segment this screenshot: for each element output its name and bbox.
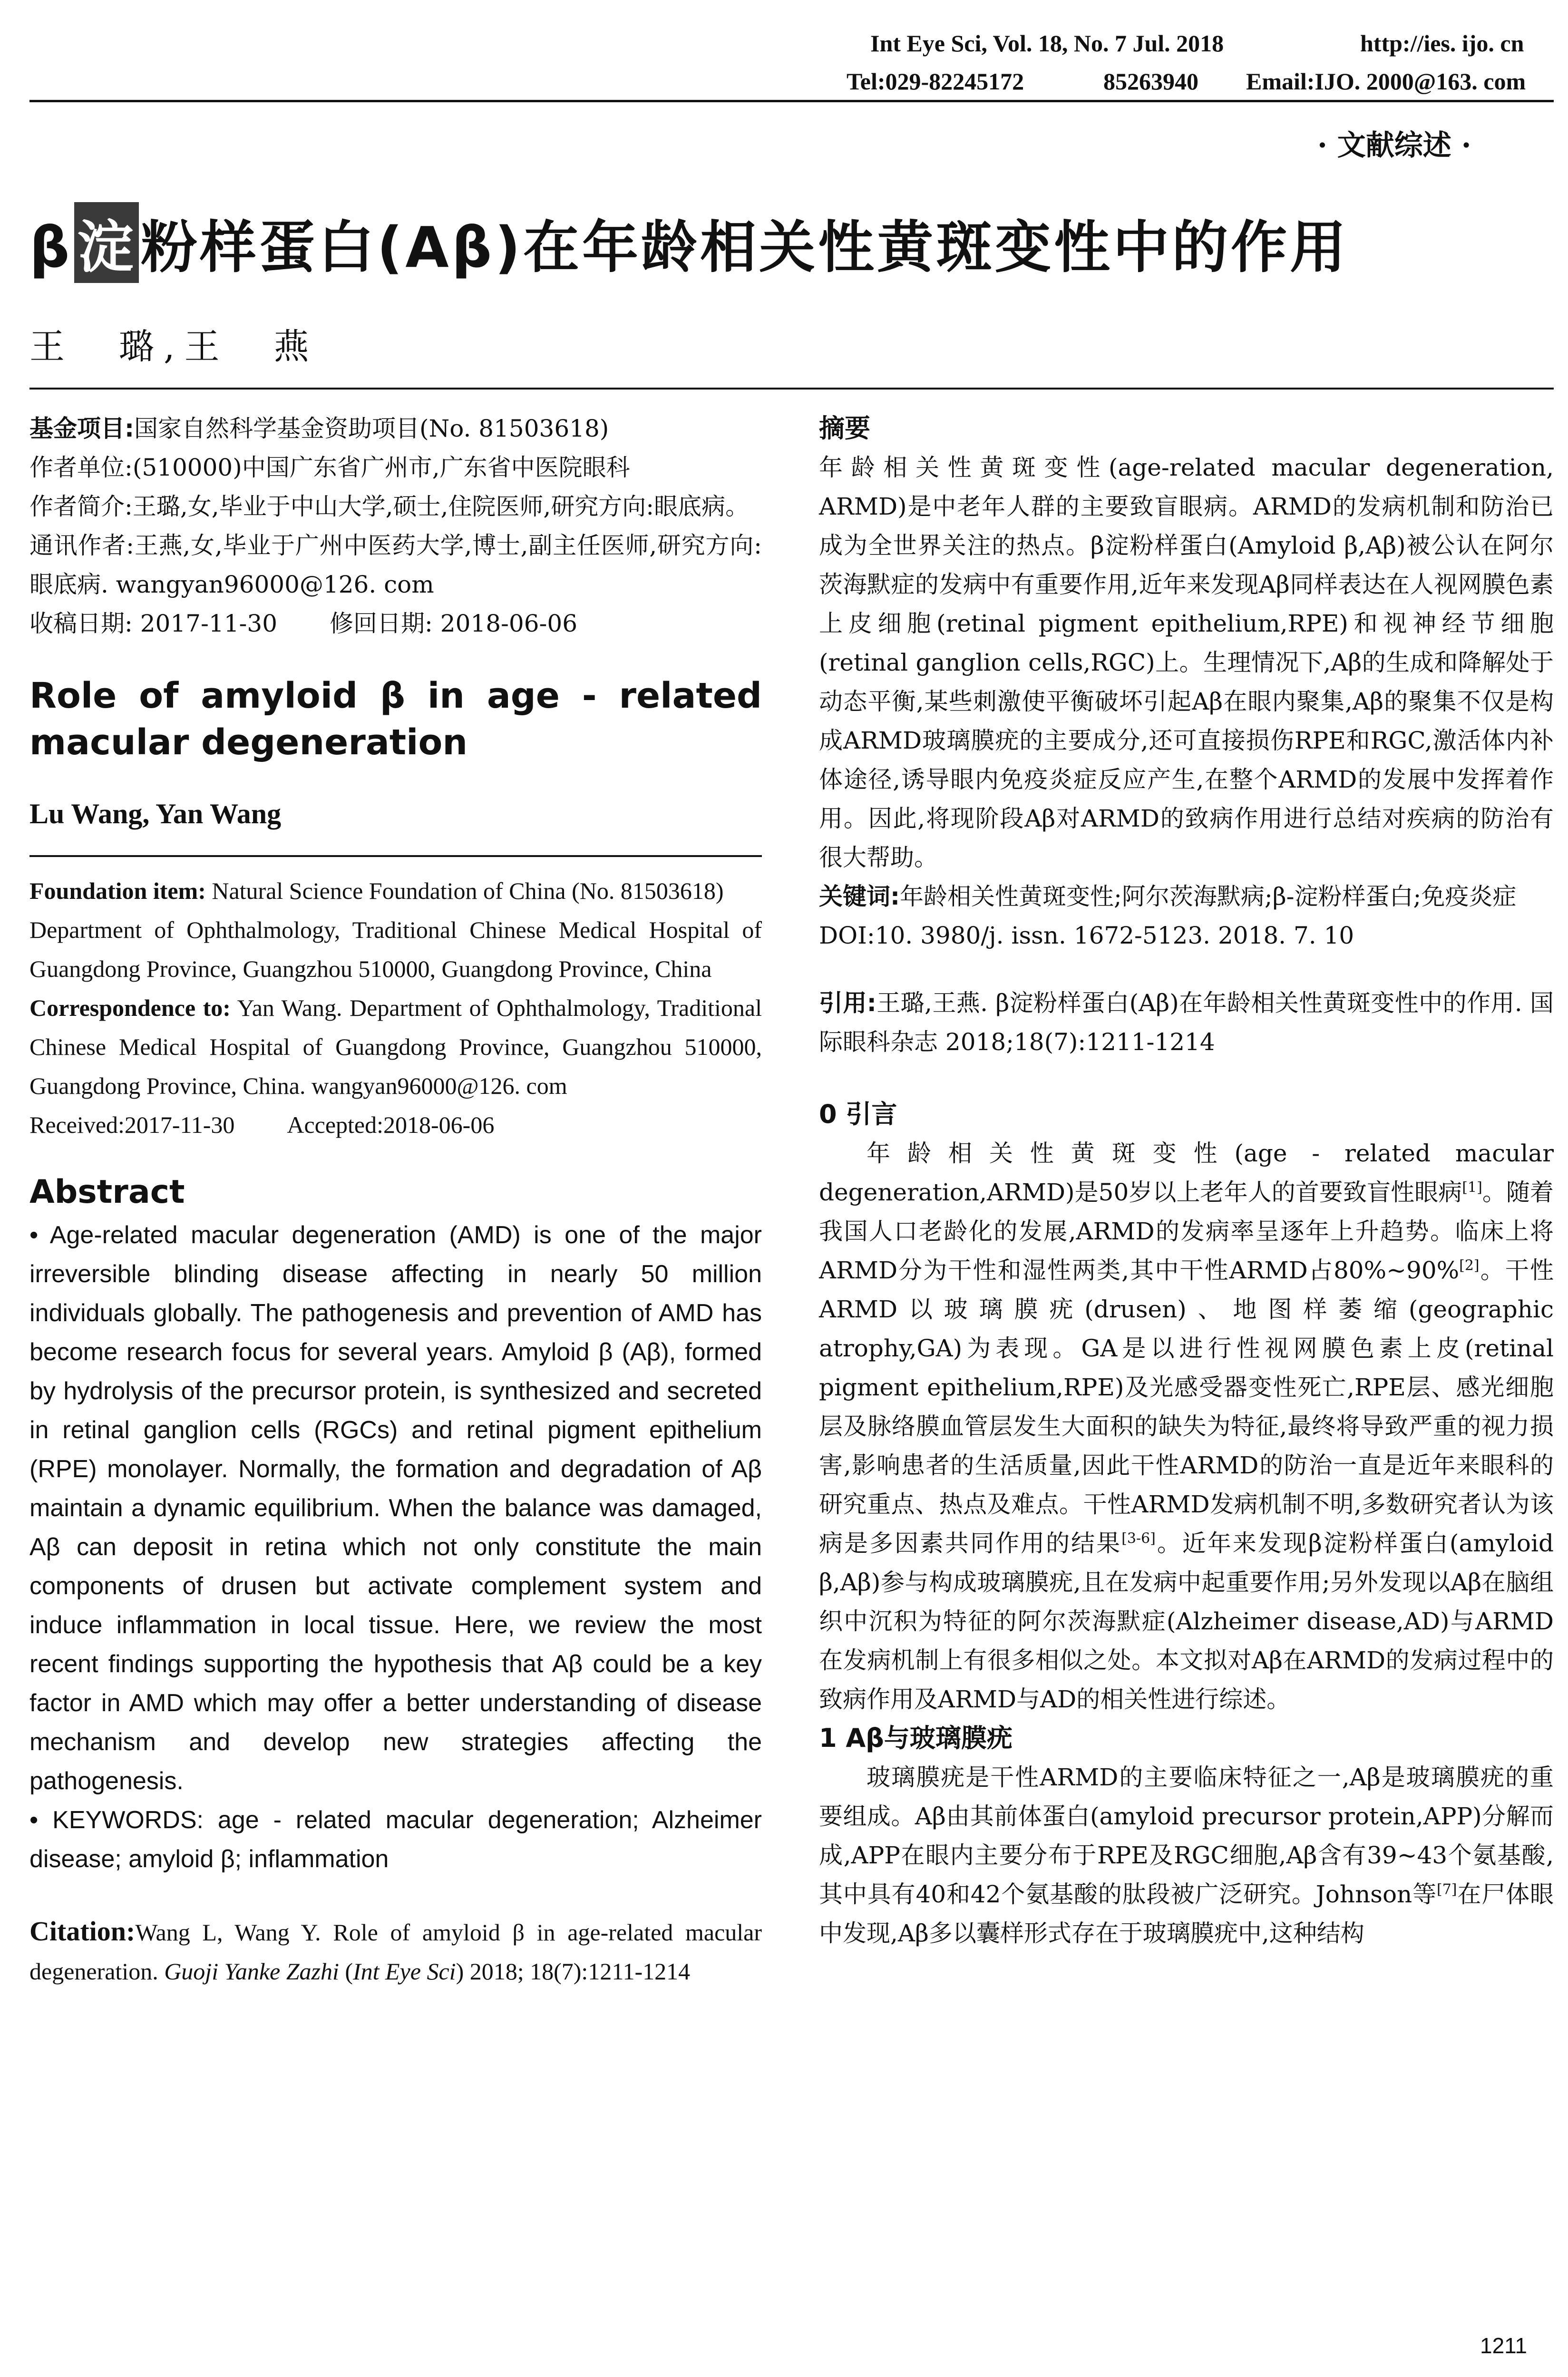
citation-journal: Guoji Yanke Zazhi	[164, 1958, 339, 1985]
authors-cn: 王 璐,王 燕	[29, 326, 319, 367]
keywords-cn-label: 关键词:	[819, 883, 900, 910]
right-column	[819, 409, 1554, 1953]
citation-en	[29, 1912, 762, 1991]
citation-journal-en: Int Eye Sci	[353, 1958, 456, 1985]
keywords-cn	[819, 877, 1554, 916]
citation-label: Citation:	[29, 1916, 136, 1947]
citation-cn-label: 引用:	[819, 989, 877, 1017]
ref-3-6[interactable]: [3-6]	[1121, 1530, 1156, 1547]
intro-text-1: 年龄相关性黄斑变性(age - related macular degeneration,ARMD)是50岁以上老年人的首要致盲性眼病	[819, 1140, 1554, 1206]
keywords-cn-text: 年龄相关性黄斑变性;阿尔茨海默病;β-淀粉样蛋白;免疫炎症	[900, 883, 1517, 910]
ref-7[interactable]: [7]	[1437, 1881, 1457, 1898]
foundation-text: Natural Science Foundation of China (No. 81503618)	[212, 877, 724, 904]
title-rest: 粉样蛋白(Aβ)在年龄相关性黄斑变性中的作用	[141, 214, 1349, 280]
corresponding-author: 通讯作者:王燕,女,毕业于广州中医药大学,博士,副主任医师,研究方向:眼底病. wangyan96000@126. com	[29, 532, 762, 598]
left-column	[29, 409, 762, 1991]
english-front-matter	[29, 871, 762, 1144]
ref-2[interactable]: [2]	[1459, 1257, 1480, 1274]
intro-paragraph	[819, 1134, 1554, 1719]
journal-email[interactable]: Email:IJO. 2000@163. com	[1246, 68, 1526, 95]
citation-part-b: (	[339, 1958, 353, 1985]
abstract-cn-heading: 摘要	[819, 413, 870, 443]
revised-date: 修回日期: 2018-06-06	[330, 610, 578, 637]
intro-heading: 0 引言	[819, 1099, 897, 1129]
title-highlight-char: 淀	[74, 202, 139, 283]
accepted-en: Accepted:2018-06-06	[287, 1111, 495, 1138]
correspondence-label: Correspondence to:	[29, 994, 231, 1021]
dates-en	[29, 1105, 762, 1144]
journal-info: Int Eye Sci, Vol. 18, No. 7 Jul. 2018	[870, 30, 1224, 57]
intro-text-4: 。近年来发现β淀粉样蛋白(amyloid β,Aβ)参与构成玻璃膜疣,且在发病中起重要作用;另外发现以Aβ在脑组织中沉积为特征的阿尔茨海默症(Alzheimer disease,AD)与ARMD在发病机制上有很多相似之处。本文拟对Aβ在ARMD的发病过程中的致病作用及ARMD与AD的相关性进行综述。	[819, 1529, 1554, 1713]
journal-tel2: 85263940	[1103, 68, 1198, 95]
title-prefix: β	[29, 214, 73, 280]
doi[interactable]: DOI:10. 3980/j. issn. 1672-5123. 2018. 7. 10	[819, 922, 1354, 949]
correspondence	[29, 988, 762, 1105]
department: Department of Ophthalmology, Traditional Chinese Medical Hospital of Guangdong Province, Guangzhou 510000, Guangdong Province, China	[29, 916, 762, 982]
intro-text-2: 。随着我国人口老龄化的发展,ARMD的发病率呈逐年上升趋势。临床上将ARMD分为干性和湿性两类,其中干性ARMD占80%~90%	[819, 1179, 1554, 1284]
section-tag: · 文献综述 ·	[1317, 129, 1471, 162]
funding-text: 国家自然科学基金资助项目(No. 81503618)	[134, 415, 609, 442]
abstract-cn-text: 年龄相关性黄斑变性(age-related macular degeneration, ARMD)是中老年人群的主要致盲眼病。ARMD的发病机制和防治已成为全世界关注的热点。β淀粉样蛋白(Amyloid β,Aβ)被公认在阿尔茨海默症的发病中有重要作用,近年来发现Aβ同样表达在人视网膜色素上皮细胞(retinal pigment epithelium,RPE)和视神经节细胞(retinal ganglion cells,RGC)上。生理情况下,Aβ的生成和降解处于动态平衡,某些刺激使平衡破坏引起Aβ在眼内聚集,Aβ的聚集不仅是构成ARMD玻璃膜疣的主要成分,还可直接损伤RPE和RGC,激活体内补体途径,诱导眼内免疫炎症反应产生,在整个ARMD的发展中发挥着作用。因此,将现阶段Aβ对ARMD的致病作用进行总结对疾病的防治有很大帮助。	[819, 454, 1554, 871]
header-rule	[29, 100, 1554, 102]
title-rule	[29, 388, 1554, 390]
funding-line	[29, 409, 762, 448]
page-number: 1211	[1480, 2333, 1527, 2358]
funding-label: 基金项目:	[29, 415, 134, 442]
section-1-paragraph	[819, 1758, 1554, 1953]
received-date: 收稿日期: 2017-11-30	[29, 610, 278, 637]
ref-1[interactable]: [1]	[1462, 1179, 1482, 1196]
citation-cn	[819, 984, 1554, 1062]
citation-part-a: Wang L, Wang Y. Role of amyloid β in age-related macular degeneration.	[29, 1919, 762, 1985]
english-title: Role of amyloid β in age - related macular degeneration	[29, 675, 762, 763]
dates-line	[29, 604, 762, 643]
citation-cn-text: 王璐,王燕. β淀粉样蛋白(Aβ)在年龄相关性黄斑变性中的作用. 国际眼科杂志 2018;18(7):1211-1214	[819, 989, 1554, 1056]
section-1-text-2: 在尸体眼中发现,Aβ多以囊样形式存在于玻璃膜疣中,这种结构	[819, 1880, 1554, 1947]
section-1-text-1: 玻璃膜疣是干性ARMD的主要临床特征之一,Aβ是玻璃膜疣的重要组成。Aβ由其前体蛋白(amyloid precursor protein,APP)分解而成,APP在眼内主要分布于RPE及RGC细胞,Aβ含有39~43个氨基酸,其中具有40和42个氨基酸的肽段被广泛研究。Johnson等	[819, 1763, 1554, 1908]
foundation-item	[29, 871, 762, 910]
article-title	[29, 202, 1551, 283]
intro-text-3: 。干性ARMD以玻璃膜疣(drusen)、地图样萎缩(geographic atrophy,GA)为表现。GA是以进行性视网膜色素上皮(retinal pigment epithelium,RPE)及光感受器变性死亡,RPE层、感光细胞层及脉络膜血管层发生大面积的缺失为特征,最终将导致严重的视力损害,影响患者的生活质量,因此干性ARMD的防治一直是近年来眼科的研究重点、热点及难点。干性ARMD发病机制不明,多数研究者认为该病是多因素共同作用的结果	[819, 1257, 1554, 1557]
abstract-text: • Age-related macular degeneration (AMD) is one of the major irreversible blinding disease affecting in nearly 50 million individuals globally. The pathogenesis and prevention of AMD has become research focus for several years. Amyloid β (Aβ), formed by hydrolysis of the precursor protein, is synthesized and secreted in retinal ganglion cells (RGCs) and retinal pigment epithelium (RPE) monolayer. Normally, the formation and degradation of Aβ maintain a dynamic equilibrium. When the balance was damaged, Aβ can deposit in retina which not only constitute the main components of drusen but activate complement system and induce inflammation in local tissue. Here, we review the most recent findings supporting the hypothesis that Aβ could be a key factor in AMD which may offer a better understanding of disease mechanism and develop new strategies affecting the pathogenesis.	[29, 1221, 762, 1795]
author-bio: 作者简介:王璐,女,毕业于中山大学,硕士,住院医师,研究方向:眼底病。	[29, 493, 750, 520]
author-unit: 作者单位:(510000)中国广东省广州市,广东省中医院眼科	[29, 454, 630, 481]
keywords-en: • KEYWORDS: age - related macular degeneration; Alzheimer disease; amyloid β; inflammation	[29, 1806, 762, 1873]
correspondence-text: Yan Wang. Department of Ophthalmology, Traditional Chinese Medical Hospital of Guangdong Province, Guangzhou 510000, Guangdong Province, China. wangyan96000@126. com	[29, 994, 762, 1099]
received-en: Received:2017-11-30	[29, 1111, 235, 1138]
foundation-label: Foundation item:	[29, 877, 206, 904]
journal-tel: Tel:029-82245172	[847, 68, 1024, 95]
section-1-heading: 1 Aβ与玻璃膜疣	[819, 1723, 1013, 1753]
abstract-heading: Abstract	[29, 1173, 185, 1211]
journal-url[interactable]: http://ies. ijo. cn	[1360, 30, 1524, 57]
english-authors: Lu Wang, Yan Wang	[29, 798, 282, 829]
english-authors-rule	[29, 855, 762, 857]
citation-part-c: ) 2018; 18(7):1211-1214	[456, 1958, 691, 1985]
